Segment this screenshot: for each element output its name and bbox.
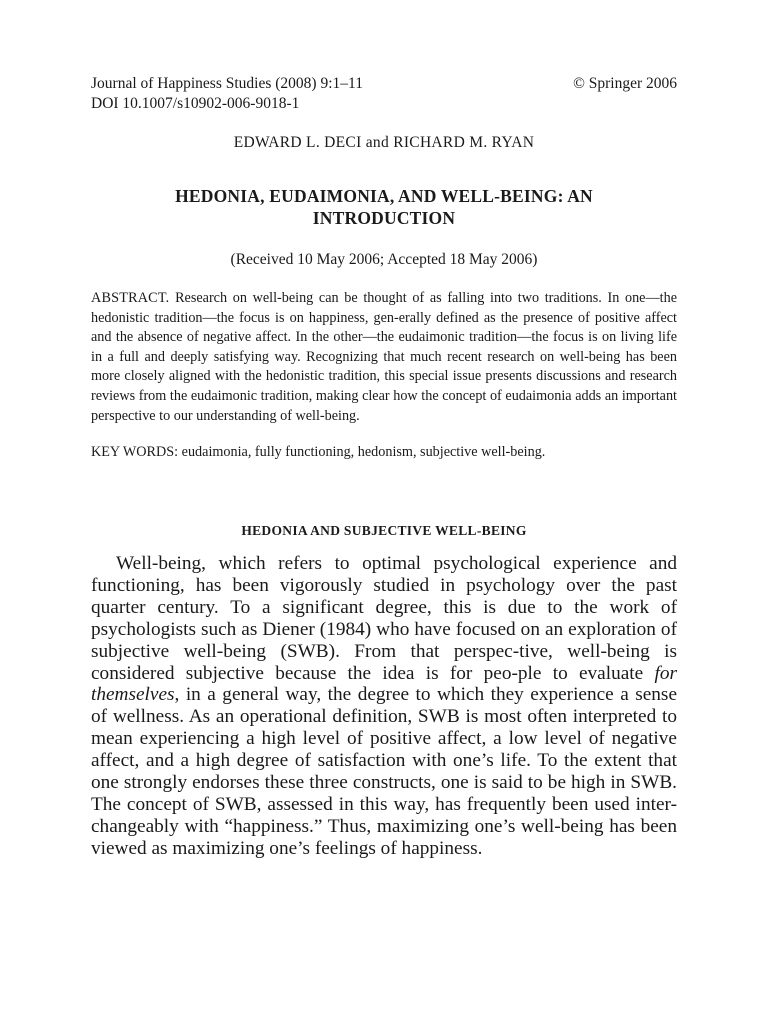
section-heading: HEDONIA AND SUBJECTIVE WELL-BEING — [241, 522, 527, 538]
author-line — [91, 134, 677, 152]
abstract-text: Research on well-being can be thought of as falling into two traditions. In one—the hedonistic tradition—the focus is on happiness, gen-erally defined as the presence of positive affect and the absence of negative affect. In the other—the eudaimonic tradition—the focus is on living life in a full and deeply satisfying way. Recognizing that much recent research on well-being has been more closely aligned with the hedonistic tradition, this special issue presents discussions and research reviews from the eudaimonic tradition, making clear how the concept of eudaimonia adds an important perspective to our understanding of well-being. — [91, 290, 678, 424]
title-line-2: INTRODUCTION — [312, 208, 456, 228]
paragraph-text-1: Well-being, which refers to optimal psychological experience and functioning, has been vigorously studied in psychology over the past quarter century. To a significant degree, this is due to the work of psychologists such as Diener (1984) who have focused on an exploration of subjective well-being (SWB). From that perspec-tive, well-being is considered subjective because the idea is for peo-ple to evaluate — [91, 552, 677, 684]
title-line-1: HEDONIA, EUDAIMONIA, AND WELL-BEING: AN — [175, 186, 593, 206]
copyright-notice: © Springer 2006 — [573, 75, 677, 92]
keywords — [91, 443, 677, 463]
article-title — [91, 185, 677, 229]
abstract — [91, 289, 677, 426]
author-second: RICHARD M. RYAN — [393, 134, 535, 151]
author-first: EDWARD L. DECI — [233, 134, 362, 151]
paragraph-emphasis: for themselves — [91, 662, 677, 706]
journal-header — [91, 74, 677, 94]
received-dates: (Received 10 May 2006; Accepted 18 May 2006) — [230, 251, 538, 268]
abstract-label: ABSTRACT. — [91, 290, 170, 306]
keywords-label: KEY WORDS: — [91, 444, 179, 461]
paragraph-text-2: , in a general way, the degree to which they experience a sense of wellness. As an operational definition, SWB is most often interpreted to mean experiencing a high level of positive affect, a low level of negative affect, and a high degree of satisfaction with one’s life. To the extent that one strongly endorses these three constructs, one is said to be high in SWB. The concept of SWB, assessed in this way, has frequently been used inter-changeably with “happiness.” Thus, maximizing one’s well-being has been viewed as maximizing one’s feelings of happiness. — [91, 684, 677, 860]
body-paragraph — [91, 553, 677, 860]
author-conjunction: and — [365, 134, 390, 151]
keywords-text: eudaimonia, fully functioning, hedonism, subjective well-being. — [181, 444, 546, 461]
article-page — [91, 74, 677, 879]
journal-citation: Journal of Happiness Studies (2008) 9:1–11 — [91, 75, 363, 92]
doi-line: DOI 10.1007/s10902-006-9018-1 — [91, 95, 300, 112]
